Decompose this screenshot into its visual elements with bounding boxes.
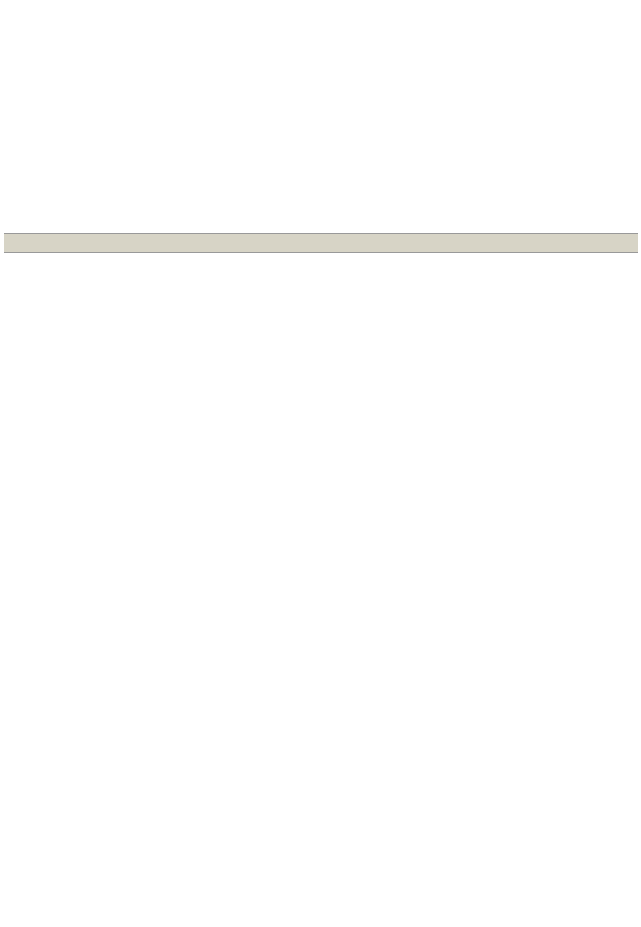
main-section-title: [4, 233, 638, 253]
